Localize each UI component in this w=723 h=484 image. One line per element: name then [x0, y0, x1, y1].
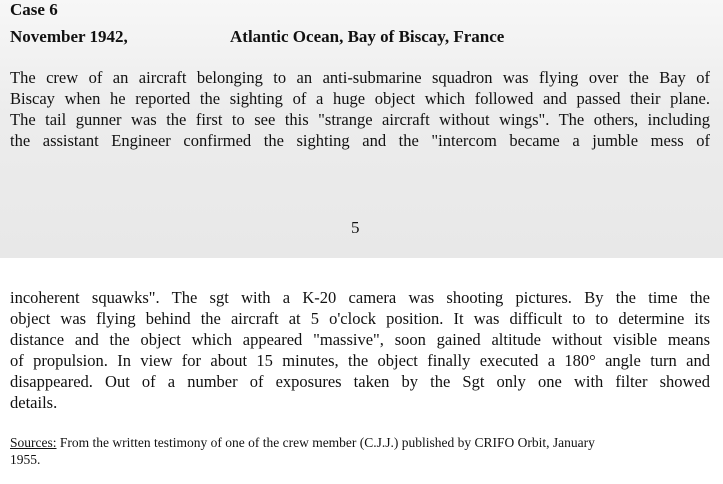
- sources-text: From the written testimony of one of the crew member (C.J.J.) published by CRIFO Orbit, January: [56, 435, 595, 450]
- case-date: November 1942,: [10, 27, 128, 46]
- paragraph-2-line: distance and the object which appeared "massive", soon gained altitude without visible means: [10, 330, 710, 349]
- paragraph-1-line: The tail gunner was the first to see this "strange aircraft without wings". The others, including: [10, 110, 710, 129]
- sources-line-2: 1955.: [10, 452, 41, 467]
- paragraph-1-line: The crew of an aircraft belonging to an anti-submarine squadron was flying over the Bay of: [10, 68, 710, 87]
- paragraph-1-line: the assistant Engineer confirmed the sighting and the "intercom became a jumble mess of: [10, 131, 710, 150]
- paragraph-1: [10, 67, 710, 151]
- case-location: Atlantic Ocean, Bay of Biscay, France: [230, 27, 505, 46]
- paragraph-2: [10, 287, 710, 413]
- paragraph-2-line: of propulsion. In view for about 15 minutes, the object finally executed a 180° angle turn and: [10, 351, 710, 370]
- paragraph-1-line: Biscay when he reported the sighting of a huge object which followed and passed their plane.: [10, 89, 710, 108]
- page-number: 5: [351, 218, 360, 237]
- sources-line-1: [10, 434, 720, 451]
- sources-label: Sources:: [10, 435, 57, 450]
- paragraph-2-line: disappeared. Out of a number of exposures taken by the Sgt only one with filter showed: [10, 372, 710, 391]
- paragraph-2-line: incoherent squawks". The sgt with a K-20 camera was shooting pictures. By the time the: [10, 288, 710, 307]
- sources-note: [10, 434, 720, 468]
- case-label: Case 6: [10, 0, 58, 19]
- paragraph-2-line: object was flying behind the aircraft at 5 o'clock position. It was difficult to to determine its: [10, 309, 710, 328]
- paragraph-2-line: details.: [10, 393, 58, 412]
